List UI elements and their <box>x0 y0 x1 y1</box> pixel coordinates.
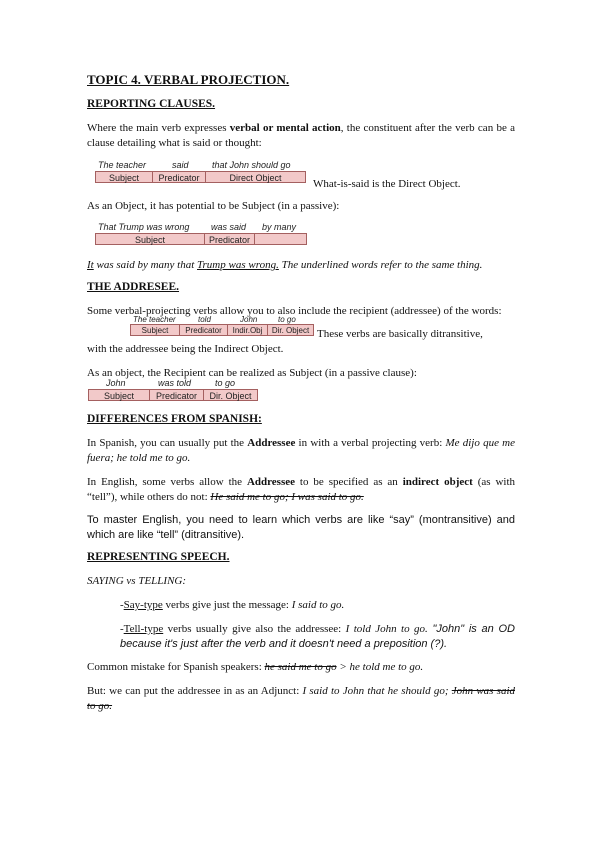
text: The underlined words refer to the same thing. <box>278 259 483 271</box>
table-word: was told <box>158 378 192 388</box>
table-cell <box>255 233 307 245</box>
underlined-text: Tell-type <box>123 623 164 635</box>
heading-reporting-clauses: REPORTING CLAUSES. <box>87 98 216 110</box>
text: in with a verbal projecting verb: <box>295 437 446 449</box>
example-text: I told John to go. <box>345 623 428 635</box>
differences-paragraph-1 <box>87 436 515 466</box>
table-word: that John should go <box>212 160 291 170</box>
say-type-line <box>120 598 515 613</box>
text: verbs give just the message: <box>162 599 292 611</box>
tell-type-line <box>120 622 515 652</box>
bold-term: verbal or mental action <box>229 122 341 134</box>
table-cell: Predicator <box>153 171 206 183</box>
page-title: TOPIC 4. VERBAL PROJECTION. <box>87 72 290 87</box>
example-text: Me dijo que me fuera; he told me to go. <box>87 437 515 464</box>
bold-term: Addressee <box>247 437 296 449</box>
reporting-paragraph-1 <box>87 121 515 151</box>
bold-term: indirect object <box>402 476 473 488</box>
analysis-table-4 <box>88 378 258 401</box>
table-word: by many <box>262 222 297 232</box>
text: In Spanish, you can usually put the <box>87 437 248 449</box>
struck-example: He said me to go; I was said to go. <box>210 491 364 503</box>
table-cell: Subject <box>130 324 180 336</box>
bold-term: Addressee <box>246 476 296 488</box>
table-cell: Direct Object <box>206 171 306 183</box>
text: But: we can put the addressee in as an Adjunct: <box>87 685 303 697</box>
table-cell: Indir.Obj <box>228 324 268 336</box>
table-cell: Predicator <box>150 389 204 401</box>
text: In English, some verbs allow the <box>87 476 247 488</box>
table-1-caption: What-is-said is the Direct Object. <box>313 178 461 190</box>
reporting-paragraph-3 <box>87 258 515 273</box>
addresee-paragraph-1b: with the addressee being the Indirect Object. <box>87 343 284 355</box>
struck-example: he said me to go <box>264 661 337 673</box>
text: Where the main verb expresses <box>87 122 230 134</box>
table-cell: Subject <box>95 233 205 245</box>
underlined-text: Say-type <box>123 599 163 611</box>
table-word: told <box>198 315 211 324</box>
analysis-table-2 <box>95 222 307 245</box>
saying-vs-telling: SAYING vs TELLING: <box>87 575 187 587</box>
heading-addresee: THE ADDRESEE. <box>87 281 180 293</box>
reporting-paragraph-2: As an Object, it has potential to be Subject (in a passive): <box>87 200 340 212</box>
example-text: I said to go. <box>291 599 345 611</box>
table-cell: Predicator <box>180 324 228 336</box>
struck-example: John was said to go. <box>87 685 515 712</box>
example-text: > he told me to go. <box>336 661 424 673</box>
text: , the constituent after the verb can be a clause detailing what is said or thought: <box>87 122 515 149</box>
table-word: The teacher <box>133 315 176 324</box>
underlined-text: Trump was wrong. <box>197 259 279 271</box>
text: was said by many that <box>93 259 198 271</box>
analysis-table-1 <box>95 160 306 183</box>
text: - <box>120 623 124 635</box>
addresee-paragraph-2: As an object, the Recipient can be realized as Subject (in a passive clause): <box>87 367 417 379</box>
table-cell: Dir. Object <box>204 389 258 401</box>
table-word: John <box>106 378 126 388</box>
common-mistake-line <box>87 660 515 675</box>
heading-representing-speech: REPRESENTING SPEECH. <box>87 551 230 563</box>
table-cell: Dir. Object <box>268 324 314 336</box>
adjunct-line <box>87 684 515 714</box>
table-word: to go <box>278 315 296 324</box>
text: to be specified as an <box>295 476 403 488</box>
table-word: was said <box>211 222 247 232</box>
heading-differences: DIFFERENCES FROM SPANISH: <box>87 413 262 425</box>
table-cell: Predicator <box>205 233 255 245</box>
table-word: to go <box>215 378 236 388</box>
text: Common mistake for Spanish speakers: <box>87 661 265 673</box>
analysis-table-3 <box>130 315 314 336</box>
table-word: said <box>172 160 189 170</box>
differences-paragraph-2 <box>87 475 515 505</box>
text: - <box>120 599 124 611</box>
text: verbs usually give also the addressee: <box>163 623 346 635</box>
table-word: The teacher <box>98 160 147 170</box>
table-word: John <box>240 315 258 324</box>
addresee-paragraph-1b-start: These verbs are basically ditransitive, <box>317 328 483 340</box>
table-word: That Trump was wrong <box>98 222 190 232</box>
example-text: I said to John that he should go; <box>302 685 452 697</box>
differences-paragraph-3: To master English, you need to learn which verbs are like “say” (montransitive) and which are like “tell” (ditransitive). <box>87 514 515 541</box>
table-cell: Subject <box>88 389 150 401</box>
addresee-paragraph-1a: Some verbal-projecting verbs allow you to also include the recipient (addressee) of the words: <box>87 305 502 317</box>
table-cell: Subject <box>95 171 153 183</box>
underlined-text: It <box>87 259 94 271</box>
text: (as with “tell”), while others do not: <box>87 476 516 503</box>
note-text: "John" is an OD because it's just after the verb and it doesn't need a preposition (?). <box>120 623 515 650</box>
